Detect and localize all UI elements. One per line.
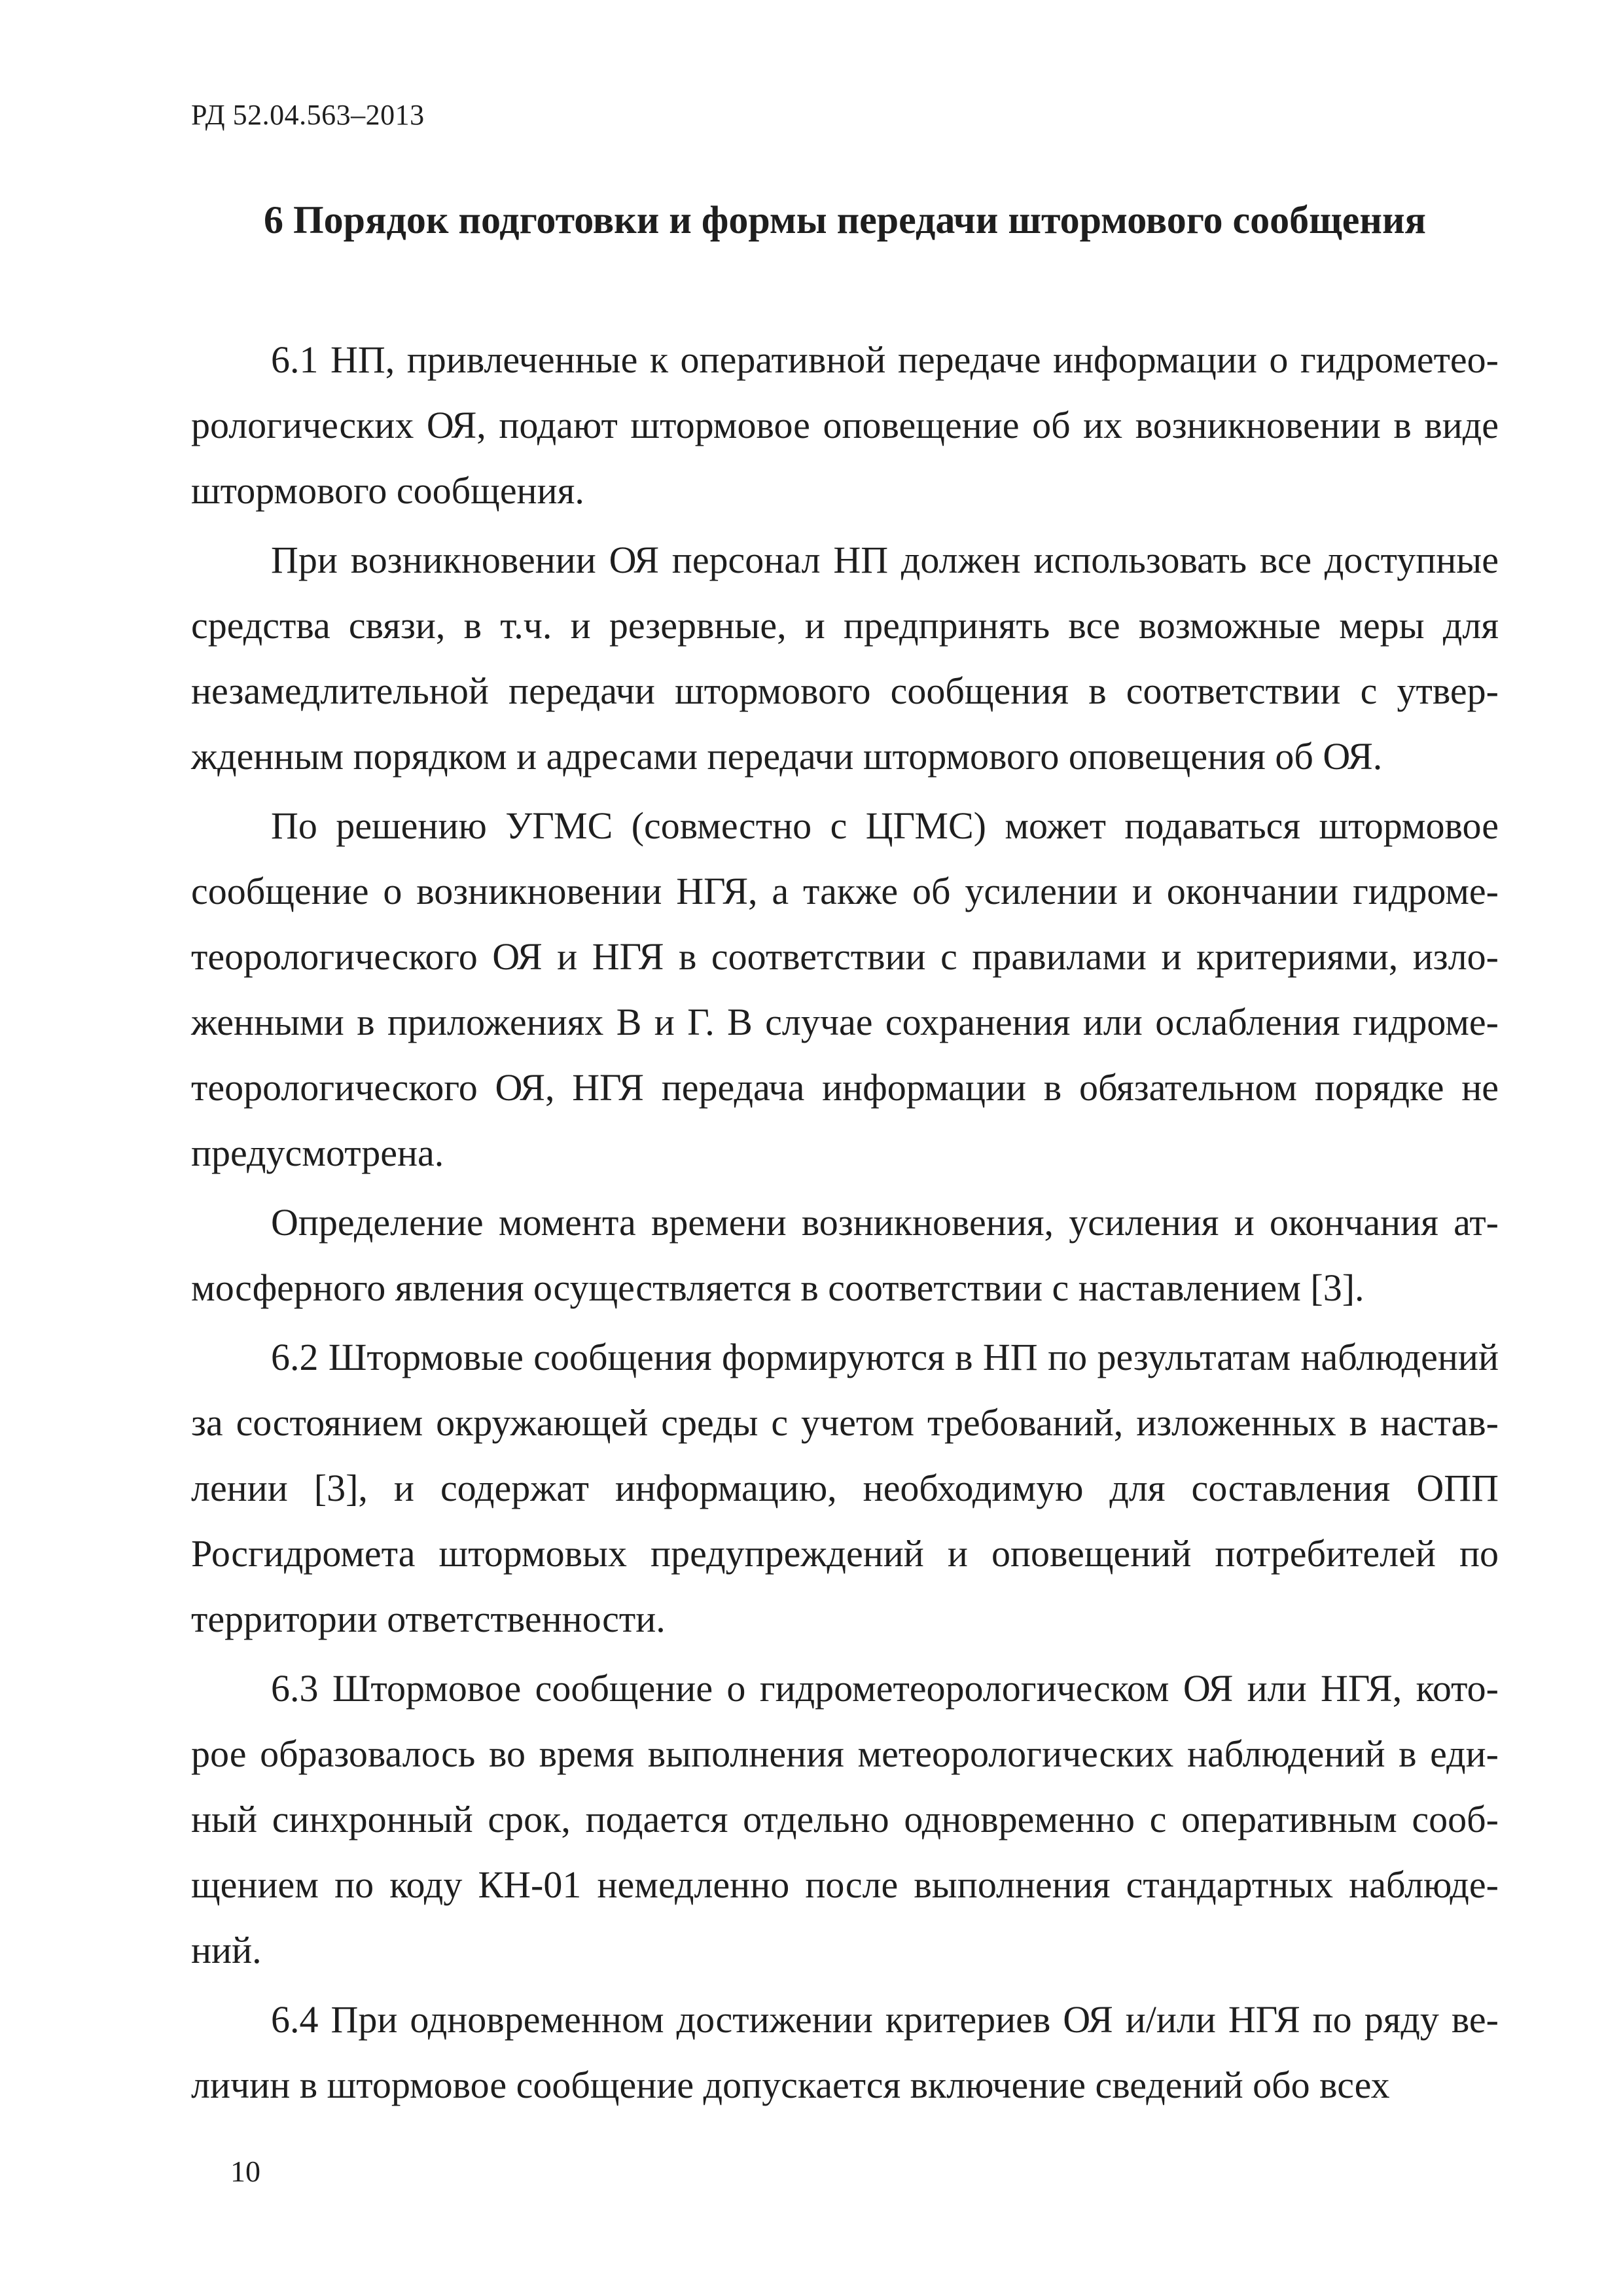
- paragraph-6-2: 6.2 Штормовые сообщения формируются в НП по результатам наблюдений за состоянием окружающей среды с учетом требований, изложенных в наставлении [3], и содержат информацию, необходимую для составления ОПП Росгидромета штормовых предупреждений и оповещений потребителей по территории ответственности.: [191, 1336, 1499, 1640]
- paragraph-6-4: 6.4 При одновременном достижении критериев ОЯ и/или НГЯ по ряду величин в штормовое сообщение допускается включение сведений обо всех: [191, 1998, 1499, 2106]
- paragraph-ugms-decision: По решению УГМС (совместно с ЦГМС) может подаваться штормовое сообщение о возникновении НГЯ, а также об усилении и окончании гидрометеорологического ОЯ и НГЯ в соответствии с правилами и критериями, изложенными в приложениях В и Г. В случае сохранения или ослабления гидрометеорологического ОЯ, НГЯ передача информации в обязательном порядке не предусмотрена.: [191, 804, 1499, 1174]
- document-body: [191, 327, 1499, 2122]
- document-code: РД 52.04.563–2013: [191, 99, 425, 131]
- paragraph-6-3: 6.3 Штормовое сообщение о гидрометеорологическом ОЯ или НГЯ, которое образовалось во время выполнения метеорологических наблюдений в единый синхронный срок, подается отдельно одновременно с оперативным сообщением по коду КН-01 немедленно после выполнения стандартных наблюдений.: [191, 1667, 1499, 1971]
- paragraph-time-determination: Определение момента времени возникновения, усиления и окончания атмосферного явления осуществляется в соответствии с наставлением [3].: [191, 1201, 1499, 1309]
- paragraph-6-1: 6.1 НП, привлеченные к оперативной передаче информации о гидрометеорологических ОЯ, подают штормовое оповещение об их возникновении в виде штормового сообщения.: [191, 338, 1499, 512]
- paragraph-emergency-communication: При возникновении ОЯ персонал НП должен использовать все доступные средства связи, в т.ч. и резервные, и предпринять все возможные меры для незамедлительной передачи штормового сообщения в соответствии с утвержденным порядком и адресами передачи штормового оповещения об ОЯ.: [191, 539, 1499, 778]
- section-title: 6 Порядок подготовки и формы передачи штормового сообщения: [264, 198, 1426, 242]
- page-number: 10: [230, 2155, 260, 2188]
